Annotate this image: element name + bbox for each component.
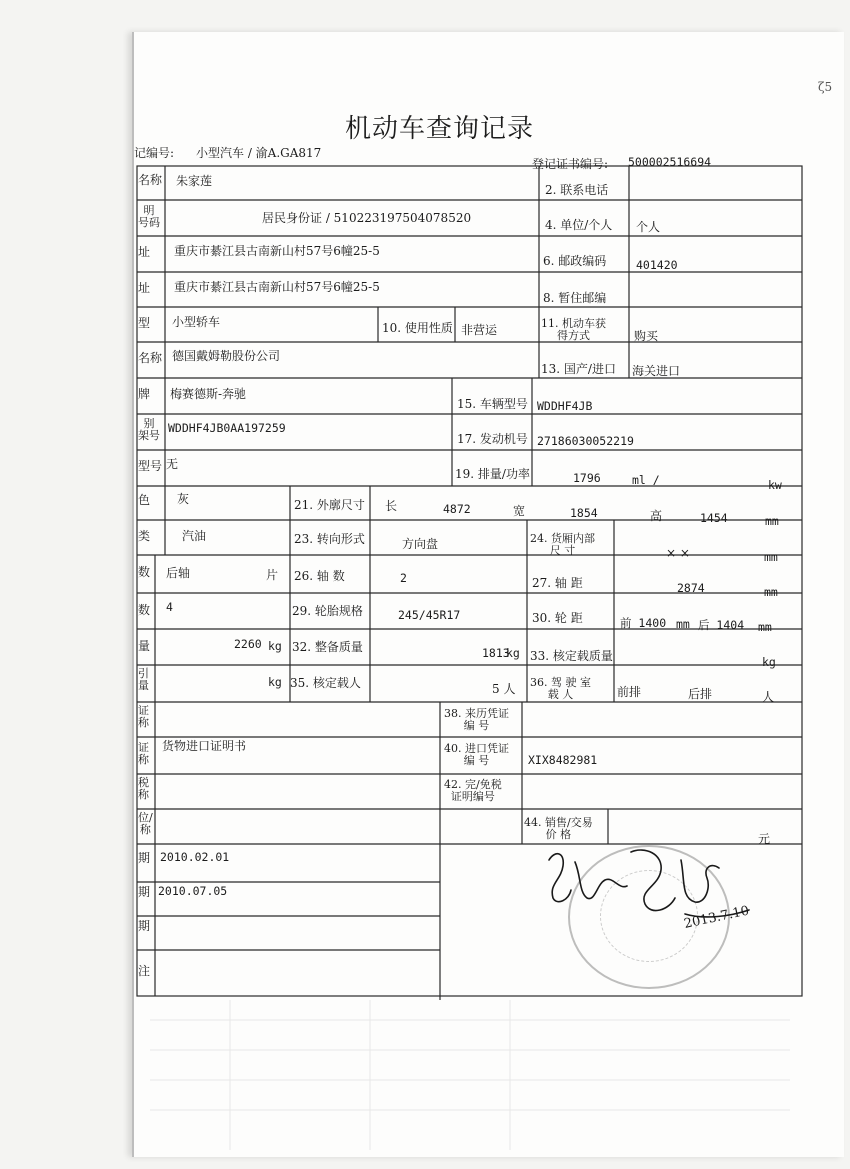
leaf-spring-unit: 片 bbox=[266, 568, 279, 582]
usage-value: 非营运 bbox=[461, 323, 498, 337]
origin-value: 海关进口 bbox=[632, 364, 681, 378]
tire-spec-label: 29. 轮胎规格 bbox=[292, 604, 363, 618]
label-axle-count: 数 bbox=[138, 603, 151, 617]
kg1: kg bbox=[268, 639, 282, 653]
maker-name-value: 德国戴姆勒股份公司 bbox=[172, 349, 281, 363]
mm2: mm bbox=[764, 550, 778, 564]
curb-label: 32. 整备质量 bbox=[292, 640, 363, 654]
unit-person-value: 个人 bbox=[636, 220, 661, 234]
page-title: 机动车查询记录 bbox=[345, 114, 535, 144]
phone-label: 2. 联系电话 bbox=[545, 183, 609, 197]
reg-no-label: 记编号: bbox=[134, 146, 175, 160]
cert-no-label: 登记证书编号: bbox=[532, 157, 609, 171]
label-owner-name: 名称 bbox=[138, 173, 163, 187]
engine-no-value: 27186030052219 bbox=[537, 434, 634, 448]
label-address: 址 bbox=[138, 245, 151, 259]
faded-bottom-rows bbox=[150, 1000, 790, 1150]
kg2: kg bbox=[506, 646, 520, 660]
import-no-value: XIX8482981 bbox=[528, 753, 598, 767]
tire-spec-value: 245/45R17 bbox=[398, 608, 461, 622]
postcode-label: 6. 邮政编码 bbox=[543, 254, 607, 268]
brand-value: 梅赛德斯-奔驰 bbox=[170, 387, 247, 401]
date1-value: 2010.02.01 bbox=[160, 850, 230, 864]
engine-model-value: 无 bbox=[166, 457, 179, 471]
seats-value: 5 人 bbox=[492, 682, 516, 696]
label-engine-model: 型号 bbox=[138, 459, 163, 473]
cab-rear: 后排 bbox=[688, 687, 713, 701]
vehicle-type-value: 小型轿车 bbox=[172, 315, 221, 329]
cab-front: 前排 bbox=[617, 685, 642, 699]
price-label: 44. 销售/交易 价 格 bbox=[524, 816, 593, 841]
import-no-label: 40. 进口凭证 编 号 bbox=[444, 742, 509, 767]
axles-value: 2 bbox=[400, 571, 407, 585]
reg-no-value: 小型汽车 / 渝A.GA817 bbox=[196, 146, 322, 160]
label-tow: 引 量 bbox=[138, 667, 149, 692]
wheelbase-label: 27. 轴 距 bbox=[532, 576, 583, 590]
color-value: 灰 bbox=[177, 492, 190, 506]
engine-no-label: 17. 发动机号 bbox=[457, 432, 528, 446]
label-weight: 量 bbox=[138, 639, 151, 653]
label-origin-cert: 证 称 bbox=[138, 704, 149, 729]
load-label: 33. 核定载质量 bbox=[530, 649, 613, 663]
label-address2: 址 bbox=[138, 281, 151, 295]
label-brand: 牌 bbox=[138, 387, 151, 401]
acquire-label: 11. 机动车获 得方式 bbox=[541, 317, 606, 342]
address1-value: 重庆市綦江县古南新山村57号6幢25-5 bbox=[174, 244, 380, 258]
label-leaf-springs: 数 bbox=[138, 565, 151, 579]
width-value: 1854 bbox=[570, 506, 598, 520]
steering-value: 方向盘 bbox=[402, 537, 439, 551]
tax-label: 42. 完/免税 证明编号 bbox=[444, 778, 502, 803]
track-mm-b: mm bbox=[758, 620, 772, 634]
track-rear: 后 1404 bbox=[698, 618, 745, 632]
stamp-date-note: 2013.7.10 bbox=[682, 903, 751, 932]
width-label: 宽 bbox=[513, 504, 526, 518]
import-cert-value: 货物进口证明书 bbox=[162, 739, 247, 753]
model-label: 15. 车辆型号 bbox=[457, 397, 528, 411]
temp-postcode-label: 8. 暂住邮编 bbox=[543, 291, 607, 305]
label-maker-name: 名称 bbox=[138, 351, 163, 365]
kg3: kg bbox=[762, 655, 776, 669]
height-value: 1454 bbox=[700, 511, 728, 525]
fuel-value: 汽油 bbox=[182, 529, 207, 543]
label-vehicle-type: 型 bbox=[138, 316, 151, 330]
model-value: WDDHF4JB bbox=[537, 399, 593, 413]
mm1: mm bbox=[765, 514, 779, 528]
displacement-unit: ml / bbox=[632, 473, 660, 487]
source-cert-label: 38. 来历凭证 编 号 bbox=[444, 707, 509, 732]
id-proof-value: 居民身份证 / 510223197504078520 bbox=[262, 211, 472, 225]
height-label: 高 bbox=[650, 509, 663, 523]
leaf-spring-value: 后轴 bbox=[166, 566, 191, 580]
axles-label: 26. 轴 数 bbox=[294, 569, 345, 583]
label-vin: 别 架号 bbox=[138, 417, 160, 442]
mm3: mm bbox=[764, 585, 778, 599]
label-unit-name: 位/ 称 bbox=[138, 811, 153, 836]
unit-person-label: 4. 单位/个人 bbox=[545, 218, 613, 232]
price-unit: 元 bbox=[758, 832, 771, 846]
label-color: 色 bbox=[138, 493, 151, 507]
curb-value: 1813 bbox=[482, 646, 510, 660]
label-date3: 期 bbox=[138, 919, 151, 933]
label-date1: 期 bbox=[138, 851, 151, 865]
length-label: 长 bbox=[385, 499, 398, 513]
label-remark: 注 bbox=[138, 964, 151, 978]
handwritten-signature bbox=[535, 840, 785, 950]
track-mm-a: mm bbox=[676, 617, 690, 631]
track-label: 30. 轮 距 bbox=[532, 611, 583, 625]
steering-label: 23. 转向形式 bbox=[294, 532, 365, 546]
usage-label: 10. 使用性质 bbox=[382, 321, 453, 335]
cargo-value: × × bbox=[666, 546, 690, 560]
seats-label: 35. 核定载人 bbox=[290, 676, 361, 690]
total-mass-value: 2260 bbox=[234, 637, 262, 651]
postcode-value: 401420 bbox=[636, 258, 678, 272]
label-id-proof: 明 号码 bbox=[138, 204, 160, 229]
origin-label: 13. 国产/进口 bbox=[541, 362, 616, 376]
label-fuel: 类 bbox=[138, 529, 151, 543]
date2-value: 2010.07.05 bbox=[158, 884, 228, 898]
owner-name: 朱家莲 bbox=[176, 174, 213, 188]
vin-value: WDDHF4JB0AA197259 bbox=[168, 421, 286, 435]
label-import-cert: 证 称 bbox=[138, 741, 149, 766]
displacement-value: 1796 bbox=[573, 471, 601, 485]
cab-unit: 人 bbox=[762, 690, 775, 704]
wheelbase-value: 2874 bbox=[677, 581, 705, 595]
cab-label: 36. 驾 驶 室 载 人 bbox=[530, 676, 591, 701]
kg-tow: kg bbox=[268, 675, 282, 689]
cargo-label: 24. 货厢内部 尺 寸 bbox=[530, 532, 595, 557]
corner-mark: ζ5 bbox=[818, 80, 833, 94]
displacement-label: 19. 排量/功率 bbox=[455, 467, 530, 481]
dimension-label: 21. 外廓尺寸 bbox=[294, 498, 365, 512]
power-unit: kw bbox=[768, 478, 782, 492]
length-value: 4872 bbox=[443, 502, 471, 516]
cert-no-value: 500002516694 bbox=[628, 155, 712, 169]
address2-value: 重庆市綦江县古南新山村57号6幢25-5 bbox=[174, 280, 380, 294]
acquire-value: 购买 bbox=[634, 329, 659, 343]
track-front: 前 1400 bbox=[620, 616, 667, 630]
label-date2: 期 bbox=[138, 885, 151, 899]
label-tax-cert: 税 称 bbox=[138, 776, 149, 801]
tire-count-value: 4 bbox=[166, 600, 173, 614]
